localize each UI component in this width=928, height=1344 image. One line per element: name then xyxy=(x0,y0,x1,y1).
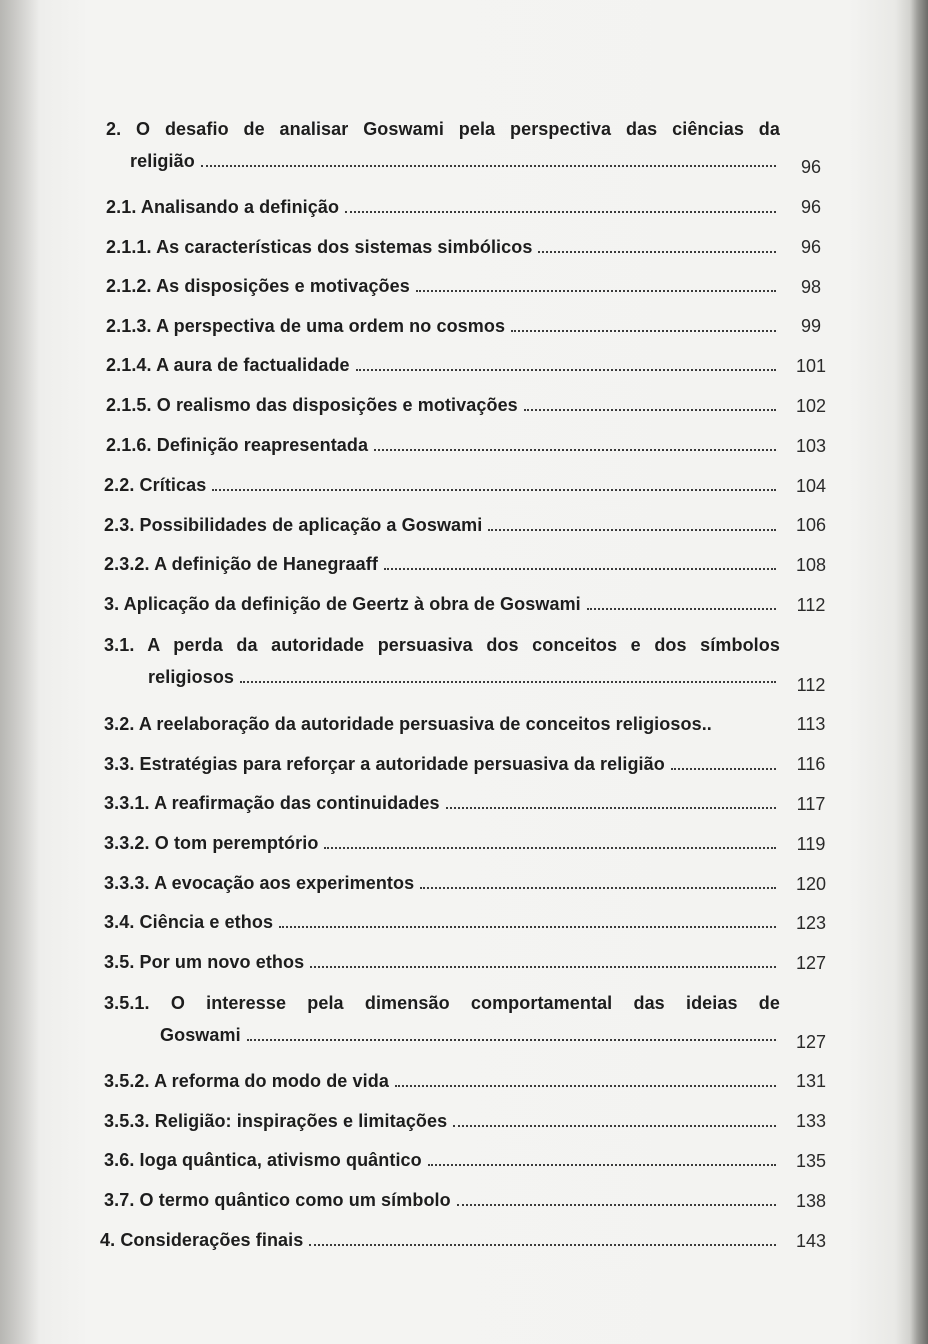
toc-entry xyxy=(104,788,776,814)
toc-page-number: 113 xyxy=(796,714,826,734)
toc-page-number: 96 xyxy=(800,237,822,257)
toc-entry-title: 2.3.2. A definição de Hanegraaff xyxy=(104,554,378,574)
toc-entry xyxy=(104,828,776,854)
toc-page-number: 120 xyxy=(795,874,827,894)
leader-dots xyxy=(201,165,776,167)
toc-entry-title: 3.7. O termo quântico como um símbolo xyxy=(104,1190,451,1210)
leader-dots xyxy=(488,529,776,531)
toc-page-number: 112 xyxy=(796,595,826,615)
leader-dots xyxy=(279,926,776,928)
toc-entry xyxy=(104,1185,776,1211)
leader-dots xyxy=(395,1085,776,1087)
toc-entry-title: 2.1.5. O realismo das disposições e motivações xyxy=(106,395,518,415)
leader-dots xyxy=(384,568,776,570)
leader-dots xyxy=(671,768,776,770)
leader-dots xyxy=(356,369,776,371)
leader-dots xyxy=(309,1244,776,1246)
toc-page-number: 108 xyxy=(795,555,827,575)
toc-entry-title: 3.5.3. Religião: inspirações e limitações xyxy=(104,1111,448,1131)
toc-entry-title: 3.4. Ciência e ethos xyxy=(104,912,274,932)
toc-entry xyxy=(106,350,776,376)
toc-entry xyxy=(104,1145,776,1171)
toc-entry xyxy=(104,510,776,536)
toc-entry-title: 3.6. Ioga quântica, ativismo quântico xyxy=(104,1150,422,1170)
toc-entry-title: 3.5.1. O interesse pela dimensão comportamental das ideias de xyxy=(104,993,780,1013)
toc-page-number: 112 xyxy=(796,675,826,695)
toc-page-number: 104 xyxy=(795,476,827,496)
toc-page-number: 135 xyxy=(795,1151,827,1171)
leader-dots xyxy=(345,211,776,213)
leader-dots xyxy=(416,290,776,292)
toc-entry xyxy=(104,589,776,615)
toc-page-number: 133 xyxy=(795,1111,827,1131)
toc-entry xyxy=(106,390,776,416)
toc-entry xyxy=(106,114,780,140)
toc-entry-title: 3.3.2. O tom peremptório xyxy=(104,833,319,853)
toc-entry-title: 2.1.4. A aura de factualidade xyxy=(106,355,350,375)
toc-entry-title: 4. Considerações finais xyxy=(100,1230,304,1250)
toc-page-number: 101 xyxy=(795,356,827,376)
leader-dots xyxy=(420,887,776,889)
leader-dots xyxy=(247,1039,776,1041)
toc-entry-title: 3.2. A reelaboração da autoridade persuasiva de conceitos religiosos.. xyxy=(104,714,712,734)
toc-entry xyxy=(160,1020,776,1046)
leader-dots xyxy=(457,1204,776,1206)
toc-entry xyxy=(148,662,776,688)
toc-entry-title: 3.3.3. A evocação aos experimentos xyxy=(104,873,415,893)
leader-dots xyxy=(374,449,776,451)
toc-page-number: 116 xyxy=(796,754,826,774)
toc-entry xyxy=(106,271,776,297)
toc-entry-title: 3.1. A perda da autoridade persuasiva dos conceitos e dos símbolos xyxy=(104,635,780,655)
toc-entry xyxy=(104,470,776,496)
toc-entry-title: religião xyxy=(130,151,195,171)
toc-page-number: 123 xyxy=(795,913,827,933)
toc-entry-title: 3.3. Estratégias para reforçar a autoridade persuasiva da religião xyxy=(104,754,665,774)
toc-entry-title: 3. Aplicação da definição de Geertz à obra de Goswami xyxy=(104,594,581,614)
toc-entry xyxy=(104,749,776,775)
toc-page-number: 117 xyxy=(796,794,826,814)
toc-entry-title: 3.5.2. A reforma do modo de vida xyxy=(104,1071,389,1091)
leader-dots xyxy=(453,1125,776,1127)
toc-page-number: 103 xyxy=(795,436,827,456)
toc-page-number: 99 xyxy=(800,316,822,336)
leader-dots xyxy=(324,847,776,849)
toc-entry xyxy=(104,1066,776,1092)
leader-dots xyxy=(310,966,776,968)
toc-entry-title: 2.2. Críticas xyxy=(104,475,207,495)
leader-dots xyxy=(212,489,776,491)
toc-entry-title: 2.1.3. A perspectiva de uma ordem no cosmos xyxy=(106,316,506,336)
toc-entry xyxy=(104,1106,776,1132)
toc-entry xyxy=(104,947,776,973)
toc-page-number: 119 xyxy=(796,834,826,854)
leader-dots xyxy=(446,807,776,809)
toc-page-number: 96 xyxy=(800,157,822,177)
toc-entry xyxy=(106,311,776,337)
toc-entry xyxy=(104,868,776,894)
toc-entry-title: 3.5. Por um novo ethos xyxy=(104,952,305,972)
toc-entry xyxy=(106,192,776,218)
toc-entry xyxy=(104,907,776,933)
toc-entry-title: 2.1. Analisando a definição xyxy=(106,197,340,217)
toc-entry xyxy=(130,146,776,172)
toc-page-number: 96 xyxy=(800,197,822,217)
toc-page-number: 127 xyxy=(795,953,827,973)
toc-entry xyxy=(100,1225,776,1251)
leader-dots xyxy=(428,1164,776,1166)
toc-page-number: 102 xyxy=(795,396,827,416)
leader-dots xyxy=(538,251,776,253)
toc-entry xyxy=(106,430,776,456)
toc-entry xyxy=(106,232,776,258)
toc-page-number: 127 xyxy=(795,1032,827,1052)
toc-page-number: 138 xyxy=(795,1191,827,1211)
toc-entry-title: 2.3. Possibilidades de aplicação a Goswami xyxy=(104,515,483,535)
toc-entry xyxy=(104,630,780,656)
toc-entry-title: 2.1.2. As disposições e motivações xyxy=(106,276,410,296)
leader-dots xyxy=(587,608,776,610)
toc-entry xyxy=(104,988,780,1014)
leader-dots xyxy=(511,330,776,332)
toc-page-number: 143 xyxy=(795,1231,827,1251)
toc-entry-title: 2.1.1. As características dos sistemas simbólicos xyxy=(106,237,533,257)
toc-entry xyxy=(104,709,776,735)
toc-entry-title: 3.3.1. A reafirmação das continuidades xyxy=(104,793,440,813)
leader-dots xyxy=(524,409,776,411)
toc-entry-title: religiosos xyxy=(148,667,235,687)
leader-dots xyxy=(240,681,776,683)
toc-page-number: 106 xyxy=(795,515,827,535)
toc-entry-title: Goswami xyxy=(160,1025,241,1045)
toc-entry xyxy=(104,549,776,575)
toc-page-number: 131 xyxy=(795,1071,827,1091)
toc-page-number: 98 xyxy=(800,277,822,297)
toc-entry-title: 2.1.6. Definição reapresentada xyxy=(106,435,369,455)
toc-entry-title: 2. O desafio de analisar Goswami pela perspectiva das ciências da xyxy=(106,119,780,139)
